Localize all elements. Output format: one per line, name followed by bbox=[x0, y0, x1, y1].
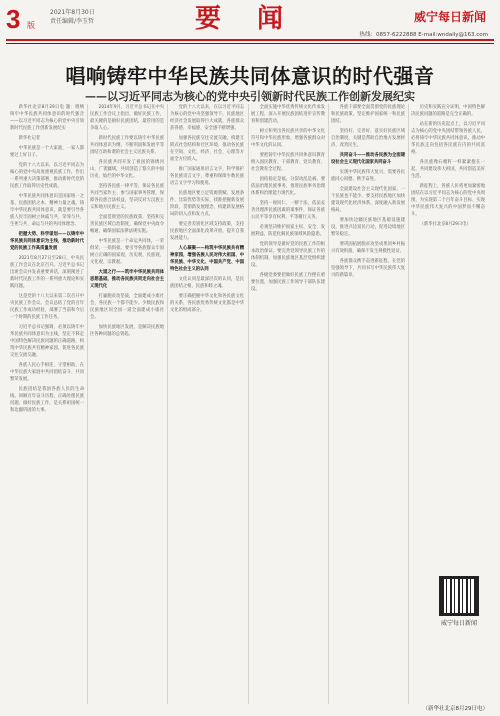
article-paragraph: 这是党的十八大以来第二次召开中央民族工作会议。会议总结了党的百年民族工作成功经验，部署了当前和今后一个时期的民族工作任务。 bbox=[10, 294, 84, 320]
article-column-1 bbox=[10, 104, 84, 704]
article-paragraph: 中华民族是一个大家庭，一家人都要过上好日子。 bbox=[10, 146, 84, 158]
masthead-thin-rule bbox=[6, 43, 494, 44]
article-paragraph: 打赢脱贫攻坚战，全面建成小康社会，各民族一个都不能少。少数民族和民族地区同全国一道全面建成小康社会。 bbox=[90, 294, 164, 320]
article-paragraph: 文化认同是最深层次的认同，是民族团结之根、民族和睦之魂。 bbox=[170, 277, 244, 289]
article-paragraph: 实现中华民族伟大复兴，需要各民族同心同德、携手奋进。 bbox=[331, 170, 405, 182]
article-paragraph: 要加快边疆民族地区基础设施建设，推进兴边富民行动，促进边境地区繁荣稳定。 bbox=[331, 218, 405, 237]
article-paragraph: 新时代民族工作要以铸牢中华民族共同体意识为纲，不断巩固和发展平等团结互助和谐的社会主义民族关系。 bbox=[90, 136, 164, 155]
article-paragraph: 要巩固拓展脱贫攻坚成果同乡村振兴有效衔接，确保不发生规模性返贫。 bbox=[331, 242, 405, 254]
newspaper-brand: 威宁每日新闻 bbox=[413, 10, 486, 24]
article-paragraph: 坚持好、完善好、落实好民族区域自治制度，关键是帮助自治地方发展经济、改善民生。 bbox=[331, 129, 405, 148]
editor: 责任编辑/李玉哲 bbox=[50, 18, 95, 25]
article-paragraph: 民族地区要立足资源禀赋、发展条件、比较优势等实际，找准把握新发展阶段、贯彻新发展理念、构建新发展格局的切入点和发力点。 bbox=[170, 191, 244, 217]
article-headline: 唱响铸牢中华民族共同体意识的时代强音 bbox=[65, 64, 435, 88]
article-paragraph: 加强各民族交往交流交融，构建互嵌式社会结构和社区环境，推动各民族在空间、文化、经济、社会、心理等方面全方位嵌入。 bbox=[170, 136, 244, 162]
masthead-rule bbox=[6, 39, 494, 41]
article-column-2 bbox=[90, 104, 164, 704]
article-paragraph: 全面建设社会主义现代化国家，一个民族也不能少。要支持民族地区加快建设现代化经济体系，深度融入新发展格局。 bbox=[331, 187, 405, 213]
article-paragraph: 团结稳定是福，分裂动乱是祸。要依法治理民族事务，推进民族事务治理体系和治理能力现代化。 bbox=[251, 177, 325, 196]
article-paragraph: 站在新的历史起点上，以习近平同志为核心的党中央团结带领各族人民，必将铸牢中华民族共同体意识，推动中华民族走向包括各民族在内的共同富裕。 bbox=[411, 122, 485, 155]
contact-line bbox=[360, 30, 488, 38]
article-paragraph: 必须坚决维护国家主权、安全、发展利益，防范化解民族领域风险隐患。 bbox=[251, 225, 325, 237]
page-number-suffix: 版 bbox=[27, 21, 35, 30]
article-paragraph: 各民族共同开发了祖国的锦绣河山、广袤疆域，共同创造了悠久的中国历史、灿烂的中华文化。 bbox=[90, 160, 164, 179]
column-divider bbox=[87, 104, 88, 704]
masthead bbox=[0, 0, 500, 46]
article-paragraph: 人心凝聚——构筑中华民族共有精神家园，增强各族人民对伟大祖国、中华民族、中华文化、中国共产党、中国特色社会主义的认同 bbox=[170, 246, 244, 272]
hotline: 热线：0857-6222888 bbox=[359, 32, 417, 38]
article-paragraph: 共同奋斗——推动各民族为全面建设社会主义现代化国家共同奋斗 bbox=[331, 153, 405, 165]
page-number: 3 bbox=[6, 4, 21, 34]
article-subheadline: ——以习近平同志为核心的党中央引领新时代民族工作创新发展纪实 bbox=[85, 90, 415, 103]
article-paragraph: 党的领导是做好党的民族工作的根本政治保证。要完善党领导民族工作的体制机制，加强民族地区基层党组织建设。 bbox=[251, 242, 325, 268]
qr-code-block bbox=[424, 576, 494, 627]
article-paragraph: 新征程上，各族人民将更加紧密地团结在以习近平同志为核心的党中央周围，为实现第二个百年奋斗目标、实现中华民族伟大复兴的中国梦而不懈奋斗。 bbox=[411, 184, 485, 217]
article-paragraph: 把握大势、科学谋划——以铸牢中华民族共同体意识为主线，推动新时代党的民族工作高质量发展 bbox=[10, 232, 84, 251]
article-paragraph: 新华社记者 bbox=[18, 136, 41, 141]
article-paragraph: 历史和实践充分证明，中国特色解决民族问题的道路是完全正确的。 bbox=[411, 105, 485, 117]
article-paragraph: 习近平总书记强调，必须以铸牢中华民族共同体意识为主线，坚定不移走中国特色解决民族问题的正确道路，构筑中华民族共有精神家园，促进各民族交往交流交融。 bbox=[10, 325, 84, 358]
article-paragraph: 2021年8月27日至28日，中央民族工作会议在北京召开。习近平总书记出席会议并发表重要讲话，深刻阐述了新时代民族工作的一系列重大理论和实践问题。 bbox=[10, 256, 84, 289]
article-paragraph: 各族人民心手相连、守望相助，在中华民族大家庭中共同团结奋斗、共同繁荣发展。 bbox=[10, 363, 84, 382]
footer-note: （新华社北京8月29日电） bbox=[422, 706, 488, 712]
article-paragraph: 坚持一视同仁、一断于法，依法妥善处理涉民族因素的案事件，保证各族公民平等享有权利、平等履行义务。 bbox=[251, 201, 325, 220]
date: 2021年8月30日 bbox=[50, 9, 95, 16]
article-paragraph: 中华民族共同体意识是国家统一之基、民族团结之本、精神力量之魂。铸牢中华民族共同体意识，就是要引导各族人民牢固树立休戚与共、荣辱与共、生死与共、命运与共的共同体理念。 bbox=[10, 194, 84, 227]
article-column-4 bbox=[251, 104, 325, 704]
article-paragraph: 全面贯彻党的民族政策，坚持和完善民族区域自治制度，确保党中央政令畅通，确保国家法律法规实施。 bbox=[90, 215, 164, 234]
article-paragraph: 推广国家通用语言文字，科学保护各民族语言文字，尊重和保障少数民族语言文字学习和使用。 bbox=[170, 167, 244, 186]
article-paragraph: 加快民族地区发展，是解决民族地区各种问题的总钥匙。 bbox=[90, 325, 164, 337]
article-paragraph: 各民族像石榴籽一样紧紧抱在一起，共同建设伟大祖国，共同创造美好生活。 bbox=[411, 160, 485, 179]
column-divider bbox=[328, 104, 329, 704]
article-column-5 bbox=[331, 104, 405, 704]
article-column-3 bbox=[170, 104, 244, 704]
column-divider bbox=[167, 104, 168, 704]
article-paragraph: 全面实施中华优秀传统文化传承发展工程，深入开展民族团结进步宣传教育和创建活动。 bbox=[251, 105, 325, 124]
article-paragraph: 各族群众携手奋进新征程，在党的坚强领导下，共同书写中华民族伟大复兴的新篇章。 bbox=[331, 259, 405, 278]
email: E-mail:wndaily@163.com bbox=[418, 32, 488, 38]
article-paragraph: 各族干部要全面贯彻党的民族理论和民族政策，坚定维护国家统一和民族团结。 bbox=[331, 105, 405, 124]
article-paragraph: 党的十八大以来，以习近平同志为核心的党中央高度重视民族工作，作出一系列重大决策部署，推动新时代党的民族工作取得历史性成就。 bbox=[10, 163, 84, 189]
article-paragraph: 要正确把握中华文化和各民族文化的关系，各民族优秀传统文化都是中华文化的组成部分。 bbox=[170, 294, 244, 313]
column-divider bbox=[408, 104, 409, 704]
article-paragraph: 要完善差别化区域支持政策，支持民族地区全面深化改革开放，提升自我发展能力。 bbox=[170, 222, 244, 241]
article-paragraph: （新华社北京8月29日电） bbox=[419, 222, 471, 227]
article-paragraph: 坚持各民族一律平等，保证各民族共同当家作主、参与国家事务管理，保障各民族合法权益，坚决反对大汉族主义和地方民族主义。 bbox=[90, 184, 164, 210]
article-paragraph: 各级党委要把做好民族工作摆在重要位置，加强民族工作领导干部队伍建设。 bbox=[251, 273, 325, 292]
date-editor bbox=[50, 8, 95, 26]
article-paragraph: 要把铸牢中华民族共同体意识教育纳入国民教育、干部教育、党员教育、社会教育全过程。 bbox=[251, 153, 325, 172]
qr-code-icon bbox=[439, 576, 479, 616]
article-paragraph: 民族团结是我国各族人民的生命线。回顾百年奋斗历程，正确处理民族问题、做好民族工作，是关系祖国统一和边疆巩固的大事。 bbox=[10, 387, 84, 413]
qr-code-label: 威宁每日新闻 bbox=[440, 620, 477, 627]
article-paragraph: 树立和突出各民族共享的中华文化符号和中华民族形象，增强各族群众对中华文化的认同。 bbox=[251, 129, 325, 148]
article-paragraph: 大道之行——筑牢中华民族共同体思想基础，推动各民族共同走向社会主义现代化 bbox=[90, 270, 164, 289]
section-title: 要闻 bbox=[195, 4, 320, 34]
article-paragraph: 新华社北京8月29日电 题：唱响铸牢中华民族共同体意识的时代强音——以习近平同志为核心的党中央引领新时代民族工作创新发展纪实 bbox=[10, 105, 84, 131]
column-divider bbox=[248, 104, 249, 704]
article-paragraph: 中华民族是一个命运共同体，一荣俱荣、一损俱损。要引导各族群众牢固树立正确的国家观、历史观、民族观、文化观、宗教观。 bbox=[90, 239, 164, 265]
article-paragraph: 2014年9月，习近平总书记在中央民族工作会议上指出，做好民族工作，最关键的是搞好民族团结，最管用的是争取人心。 bbox=[90, 105, 164, 131]
article-paragraph: 党的十八大以来，在以习近平同志为核心的党中央坚强领导下，民族地区经济社会发展取得巨大成就，各族群众获得感、幸福感、安全感不断增强。 bbox=[170, 105, 244, 131]
